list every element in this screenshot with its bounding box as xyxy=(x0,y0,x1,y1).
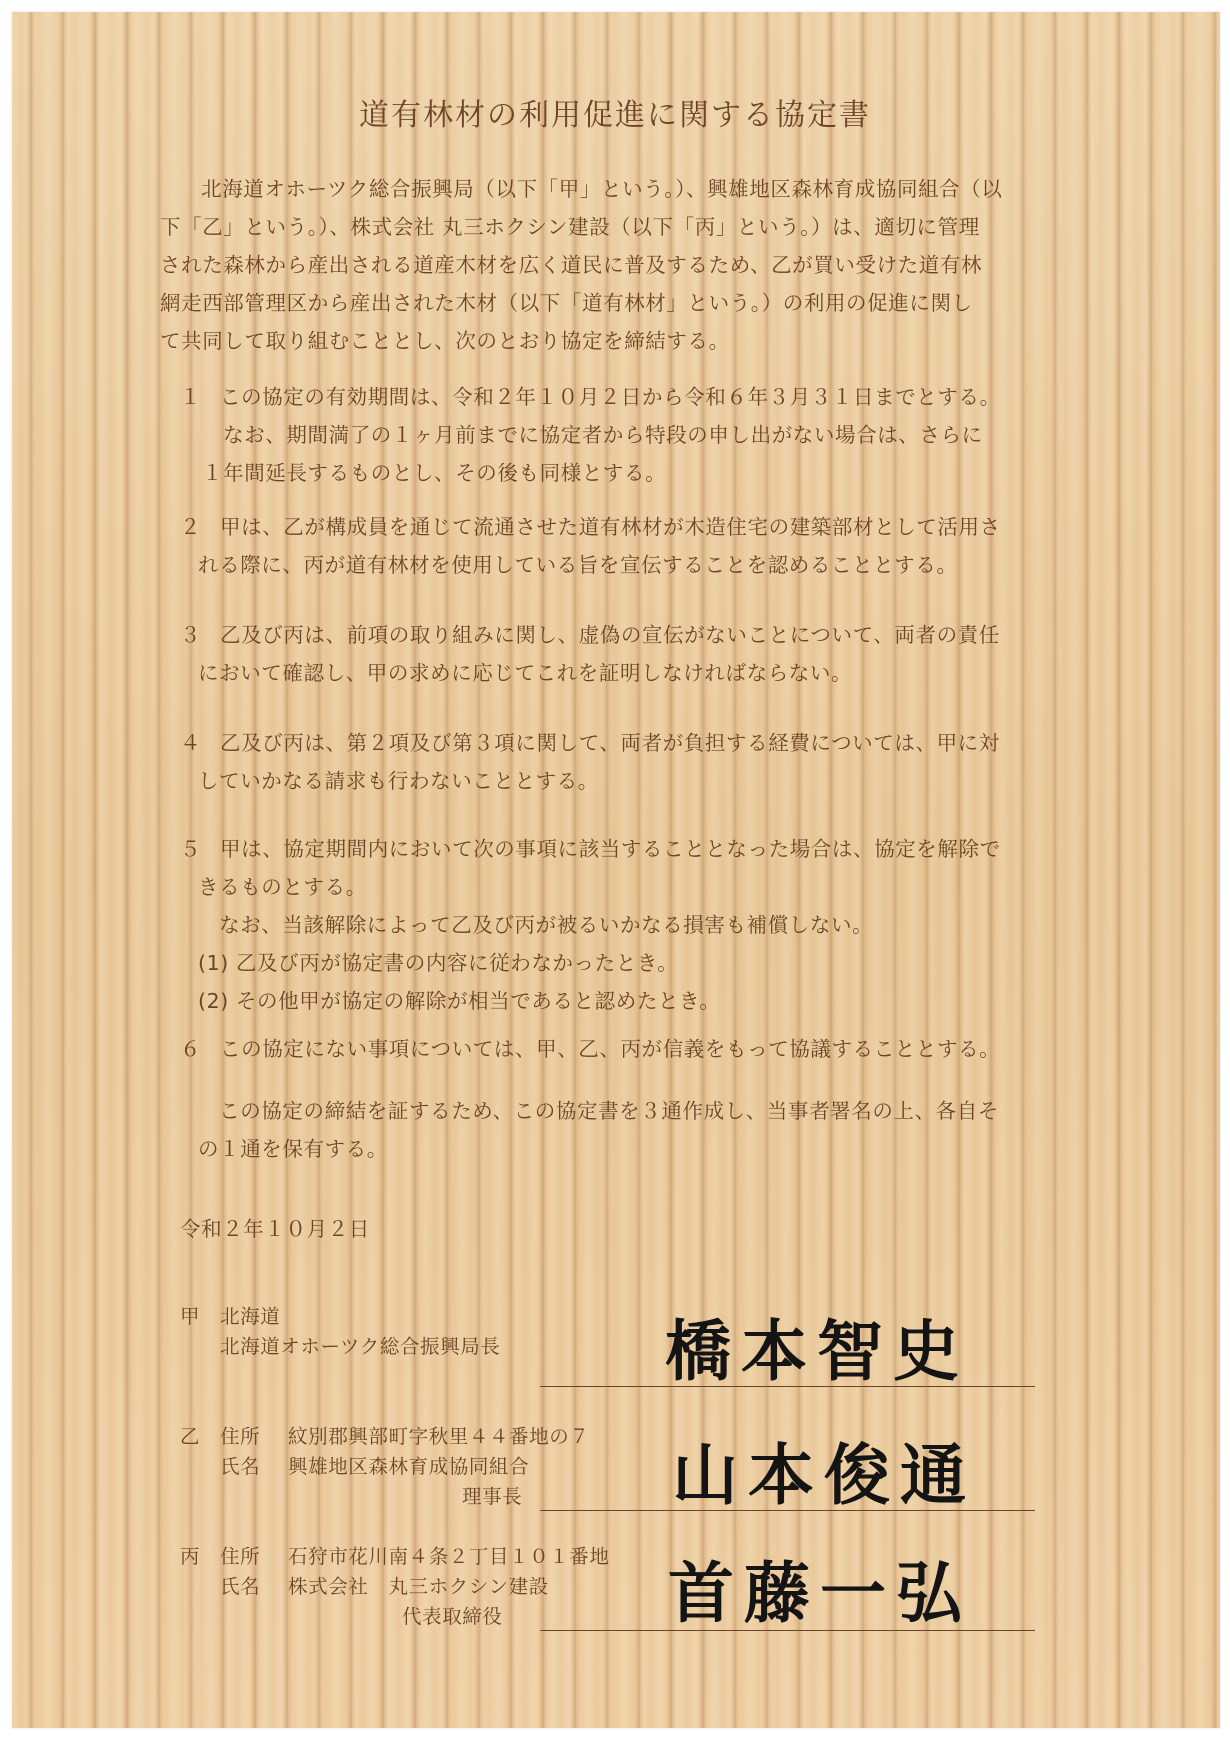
clause-number: ５ xyxy=(180,837,202,861)
party-line1: 北海道 xyxy=(220,1305,281,1328)
signature-line xyxy=(540,1630,1035,1631)
intro-line: て共同して取り組むこととし、次のとおり協定を締結する。 xyxy=(160,329,730,353)
closing-line: この協定の締結を証するため、この協定書を３通作成し、当事者署名の上、各自そ xyxy=(198,1099,999,1123)
clause-text: この協定の有効期間は、令和２年１０月２日から令和６年３月３１日までとする。 xyxy=(220,385,1001,409)
signature-otsu: 山本俊通 xyxy=(672,1436,976,1514)
clause-number: ２ xyxy=(180,515,202,539)
clause-text: １年間延長するものとし、その後も同様とする。 xyxy=(202,461,667,485)
party-mark: 甲 xyxy=(180,1305,201,1328)
clause-number: １ xyxy=(180,385,202,409)
clause-text: なお、期間満了の１ヶ月前までに協定者から特段の申し出がない場合は、さらに xyxy=(202,423,983,447)
signature-line xyxy=(540,1510,1035,1511)
clause-text: きるものとする。 xyxy=(198,875,367,899)
party-role: 代表取締役 xyxy=(402,1605,503,1628)
clause-text: れる際に、丙が道有林材を使用している旨を宣伝することを認めることとする。 xyxy=(198,553,958,577)
address-label: 住所 xyxy=(220,1545,261,1568)
clause-3 xyxy=(180,616,1000,692)
party-name: 株式会社 丸三ホクシン建設 xyxy=(288,1575,549,1598)
clause-1 xyxy=(180,378,1001,492)
name-label: 氏名 xyxy=(220,1455,261,1478)
party-name: 興雄地区森林育成協同組合 xyxy=(288,1455,530,1478)
clause-text: この協定にない事項については、甲、乙、丙が信義をもって協議することとする。 xyxy=(220,1037,1001,1061)
intro-line: 北海道オホーツク総合振興局（以下「甲」という。）、興雄地区森林育成協同組合（以 xyxy=(180,177,1003,201)
intro-line: された森林から産出される道産木材を広く道民に普及するため、乙が買い受けた道有林 xyxy=(160,253,983,277)
address-label: 住所 xyxy=(220,1425,261,1448)
clause-text: していかなる請求も行わないこととする。 xyxy=(198,769,599,793)
party-mark: 丙 xyxy=(180,1545,201,1568)
intro-line: 網走西部管理区から産出された木材（以下「道有林材」という。）の利用の促進に関し xyxy=(160,291,973,315)
clause-text: において確認し、甲の求めに応じてこれを証明しなければならない。 xyxy=(198,661,853,685)
clause-number: ６ xyxy=(180,1037,202,1061)
clause-6 xyxy=(180,1030,1000,1068)
clause-text: 乙及び丙は、前項の取り組みに関し、虚偽の宣伝がないことについて、両者の責任 xyxy=(220,623,1000,647)
clause-text: 乙及び丙は、第２項及び第３項に関して、両者が負担する経費については、甲に対 xyxy=(220,731,1000,755)
name-label: 氏名 xyxy=(220,1575,261,1598)
party-ko xyxy=(180,1302,500,1362)
clause-number: ４ xyxy=(180,731,202,755)
party-line2: 北海道オホーツク総合振興局長 xyxy=(220,1335,501,1358)
party-otsu xyxy=(180,1422,590,1512)
clause-4 xyxy=(180,724,1000,800)
closing-line: の１通を保有する。 xyxy=(198,1137,388,1161)
party-mark: 乙 xyxy=(180,1425,201,1448)
party-address: 石狩市花川南４条２丁目１０１番地 xyxy=(288,1545,610,1568)
clause-5 xyxy=(180,830,1001,1020)
clause-subitem: (2) その他甲が協定の解除が相当であると認めたとき。 xyxy=(198,989,721,1013)
clause-subitem: (1) 乙及び丙が協定書の内容に従わなかったとき。 xyxy=(198,951,679,975)
clause-text: 甲は、協定期間内において次の事項に該当することとなった場合は、協定を解除で xyxy=(220,837,1001,861)
clause-2 xyxy=(180,508,1001,584)
signature-hei: 首藤一弘 xyxy=(668,1554,972,1632)
intro-paragraph xyxy=(160,170,1003,360)
document-title: 道有林材の利用促進に関する協定書 xyxy=(359,98,871,133)
party-address: 紋別郡興部町字秋里４４番地の７ xyxy=(288,1425,590,1448)
agreement-date: 令和２年１０月２日 xyxy=(180,1217,370,1241)
signature-line xyxy=(540,1386,1035,1387)
signature-ko: 橋本智史 xyxy=(665,1312,969,1390)
clause-text: 甲は、乙が構成員を通じて流通させた道有林材が木造住宅の建築部材として活用さ xyxy=(220,515,1001,539)
intro-line: 下「乙」という。）、株式会社 丸三ホクシン建設（以下「丙」という。）は、適切に管理 xyxy=(160,215,980,239)
clause-text: なお、当該解除によって乙及び丙が被るいかなる損害も補償しない。 xyxy=(198,913,874,937)
clause-number: ３ xyxy=(180,623,202,647)
closing-paragraph xyxy=(180,1092,999,1168)
party-hei xyxy=(180,1542,610,1632)
party-role: 理事長 xyxy=(462,1485,523,1508)
